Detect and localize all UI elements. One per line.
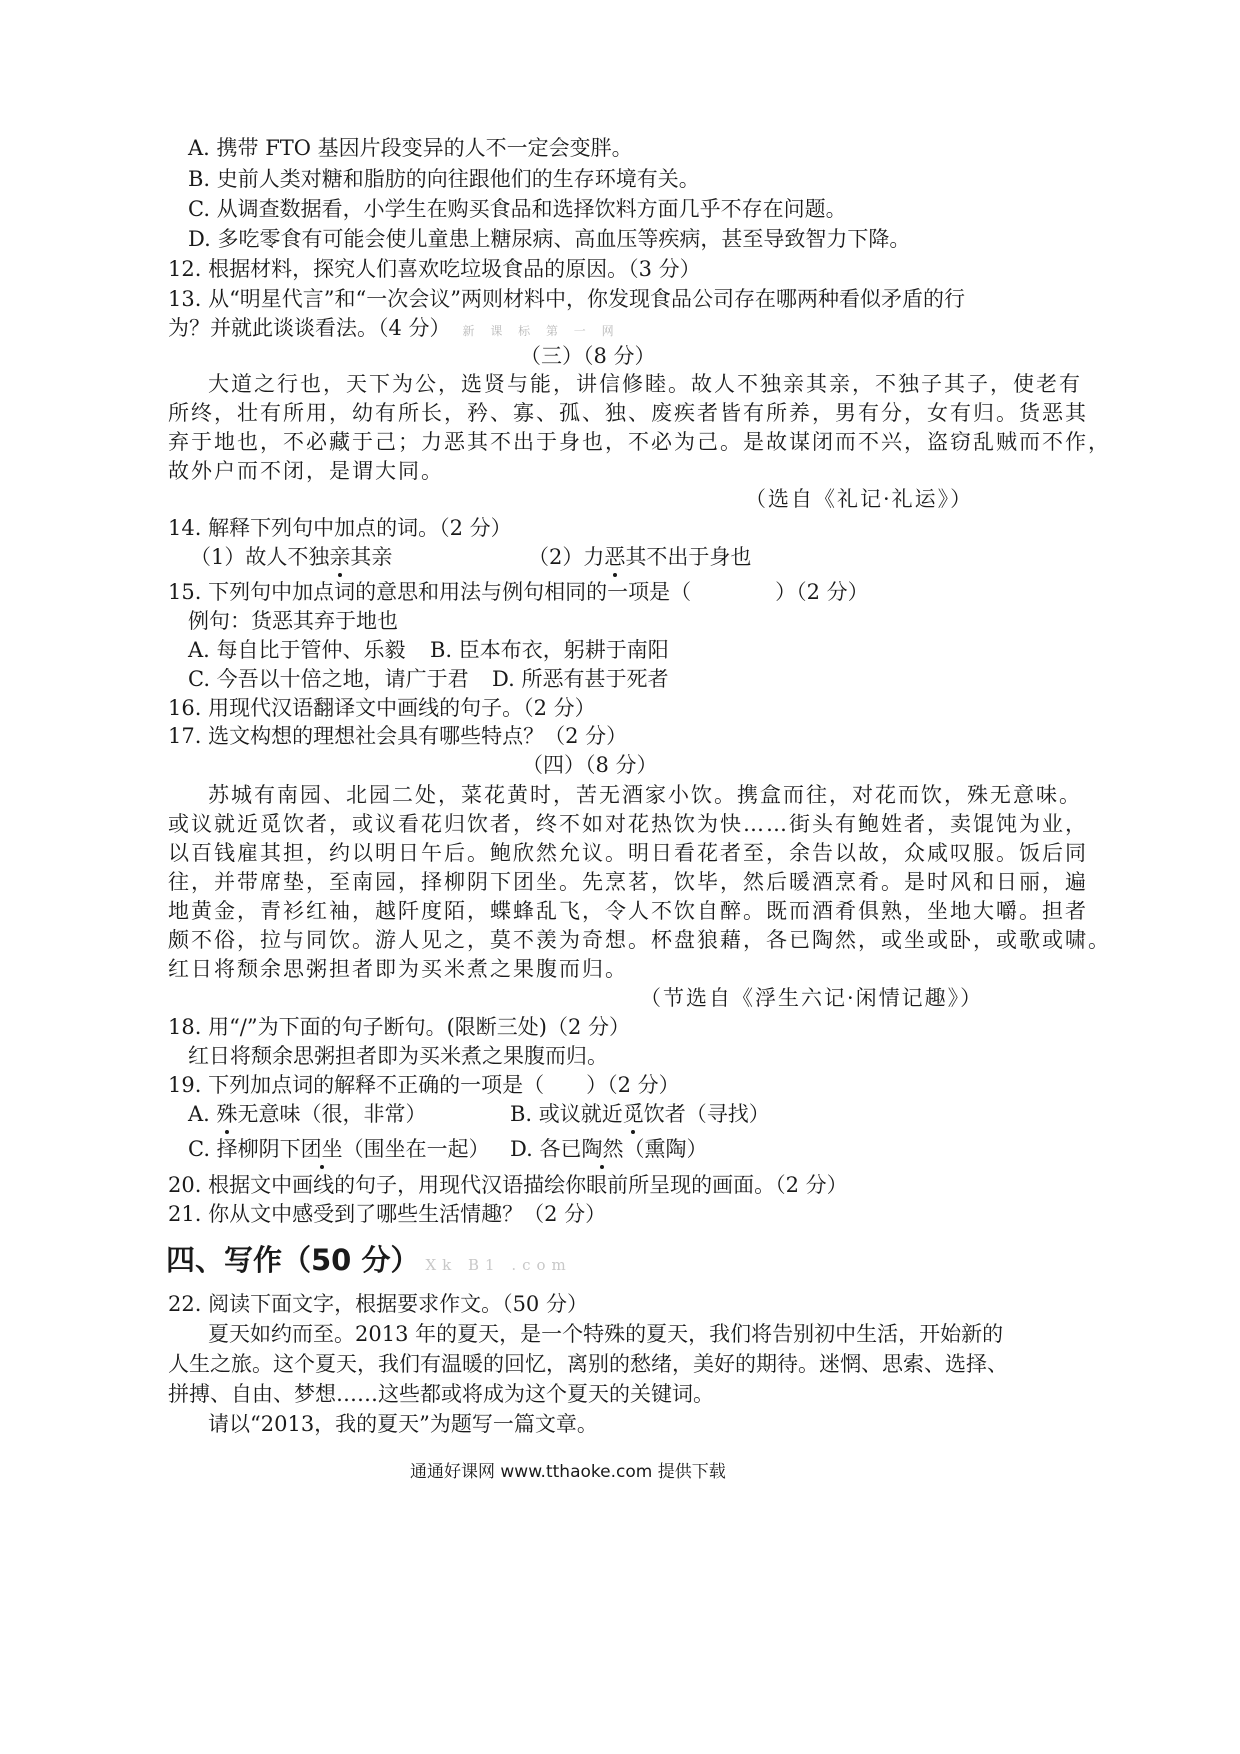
question-14: 14. 解释下列句中加点的词。（2 分） [168,516,512,540]
question-12: 12. 根据材料，探究人们喜欢吃垃圾食品的原因。（3 分） [168,257,701,281]
passage-4-line: 地黄金，青衫红袖，越阡度陌，蝶蜂乱飞，令人不饮自醉。既而酒肴俱熟，坐地大嚼。担者 [168,899,1088,923]
q19-option-d-pre: D. 各已 [510,1137,582,1161]
question-18: 18. 用“/”为下面的句子断句。(限断三处)（2 分） [168,1015,631,1039]
passage-3-line: 所终，壮有所用，幼有所长，矜、寡、孤、独、废疾者皆有所养，男有分，女有归。货恶其 [168,401,1088,425]
writing-heading [166,1240,572,1285]
q14-option-1-post: 其亲 [350,545,393,569]
passage-4-line: 颇不俗，拉与同饮。游人见之，莫不羡为奇想。杯盘狼藉，各已陶然，或坐或卧，或歌或啸。 [168,928,1111,952]
writing-heading-text: 四、写作（50 分） [166,1243,420,1277]
dotted-word: 殊 [216,1102,238,1126]
question-21: 21. 你从文中感受到了哪些生活情趣？（2 分） [168,1202,607,1226]
q15-option-c: C. 今吾以十倍之地，请广于君 [188,667,469,691]
q11-option-d: D. 多吃零食有可能会使儿童患上糖尿病、高血压等疾病，甚至导致智力下降。 [188,227,911,251]
writing-prompt-line: 拼搏、自由、梦想……这些都或将成为这个夏天的关键词。 [168,1382,714,1406]
q19-option-a-post: 无意味（很，非常） [237,1102,427,1126]
q14-option-1-pre: （1）故人不独 [190,545,330,569]
section-3-heading: （三）（8 分） [520,344,656,368]
passage-4-line: 苏城有南园、北园二处，菜花黄时，苦无酒家小饮。携盒而往，对花而饮，殊无意味。 [208,783,1082,807]
q15-example: 例句：货恶其弃于地也 [188,609,398,633]
dotted-word: 觅 [622,1102,644,1126]
q14-option-2 [528,543,751,571]
q15-option-a: A. 每自比于管仲、乐毅 [188,638,406,662]
question-15: 15. 下列句中加点词的意思和用法与例句相同的一项是（ ）（2 分） [168,580,869,604]
q19-option-d-post: （熏陶） [623,1137,708,1161]
q19-option-c [188,1135,490,1163]
dotted-word: 团坐 [300,1137,343,1161]
passage-4-line: 红日将颓余思粥担者即为买米煮之果腹而归。 [168,957,628,981]
q19-option-a-pre: A. [188,1102,217,1126]
q19-option-b-post: 饮者（寻找） [643,1102,770,1126]
q19-option-b [510,1100,770,1128]
q19-option-c-post: （围坐在一起） [342,1137,490,1161]
q15-option-b: B. 臣本布衣，躬耕于南阳 [430,638,669,662]
watermark-text: Xk B1 .com [425,1256,572,1274]
section-4-heading: （四）（8 分） [522,753,658,777]
writing-prompt-line: 人生之旅。这个夏天，我们有温暖的回忆，离别的愁绪，美好的期待。迷惘、思索、选择、 [168,1352,1008,1376]
question-22: 22. 阅读下面文字，根据要求作文。（50 分） [168,1292,588,1316]
q14-option-2-pre: （2）力 [528,545,605,569]
q18-sentence: 红日将颓余思粥担者即为买米煮之果腹而归。 [188,1044,608,1068]
writing-prompt-line: 夏天如约而至。2013 年的夏天，是一个特殊的夏天，我们将告别初中生活，开始新的 [208,1322,1004,1346]
question-17: 17. 选文构想的理想社会具有哪些特点？（2 分） [168,724,628,748]
q19-option-b-pre: B. 或议就近 [510,1102,623,1126]
question-13-line2 [168,314,620,345]
passage-4-line: 往，并带席垫，至南园，择柳阴下团坐。先烹茗，饮毕，然后暖酒烹肴。是时风和日丽，遍 [168,870,1088,894]
footer-download-note: 通通好课网 www.tthaoke.com 提供下载 [410,1462,726,1482]
passage-3-line: 大道之行也，天下为公，选贤与能，讲信修睦。故人不独亲其亲，不独子其子，使老有 [208,372,1082,396]
passage-3-line: 故外户而不闭，是谓大同。 [168,459,444,483]
question-16: 16. 用现代汉语翻译文中画线的句子。（2 分） [168,696,596,720]
dotted-word: 恶 [604,545,626,569]
passage-3-source: （选自《礼记·礼运》） [745,487,974,511]
dotted-word: 陶然 [581,1137,624,1161]
q15-option-d: D. 所恶有甚于死者 [492,667,669,691]
q11-option-a: A. 携带 FTO 基因片段变异的人不一定会变胖。 [188,136,633,160]
passage-3-line: 弃于地也，不必藏于己；力恶其不出于身也，不必为己。是故谋闭而不兴，盗窃乱贼而不作， [168,430,1111,454]
q19-option-d [510,1135,707,1163]
q11-option-b: B. 史前人类对糖和脂肪的向往跟他们的生存环境有关。 [188,167,700,191]
q14-option-2-post: 其不出于身也 [625,545,752,569]
passage-4-line: 以百钱雇其担，约以明日午后。鲍欣然允议。明日看花者至，余告以故，众咸叹服。饭后同 [168,841,1088,865]
question-20: 20. 根据文中画线的句子，用现代汉语描绘你眼前所呈现的画面。（2 分） [168,1173,848,1197]
dotted-word: 亲 [329,545,351,569]
writing-prompt-line: 请以“2013，我的夏天”为题写一篇文章。 [208,1412,598,1436]
watermark-text: 新 课 标 第 一 网 [462,324,620,338]
question-19: 19. 下列加点词的解释不正确的一项是（ ）（2 分） [168,1073,680,1097]
question-13-text: 为？并就此谈谈看法。（4 分） [168,316,451,340]
passage-4-source: （节选自《浮生六记·闲情记趣》） [640,986,984,1010]
passage-4-line: 或议就近觅饮者，或议看花归饮者，终不如对花热饮为快……街头有鲍姓者，卖馄饨为业， [168,812,1088,836]
q19-option-c-pre: C. 择柳阴下 [188,1137,301,1161]
q11-option-c: C. 从调查数据看，小学生在购买食品和选择饮料方面几乎不存在问题。 [188,197,847,221]
q19-option-a [188,1100,427,1128]
q14-option-1 [190,543,392,571]
question-13-line1: 13. 从“明星代言”和“一次会议”两则材料中，你发现食品公司存在哪两种看似矛盾的行 [168,287,966,311]
